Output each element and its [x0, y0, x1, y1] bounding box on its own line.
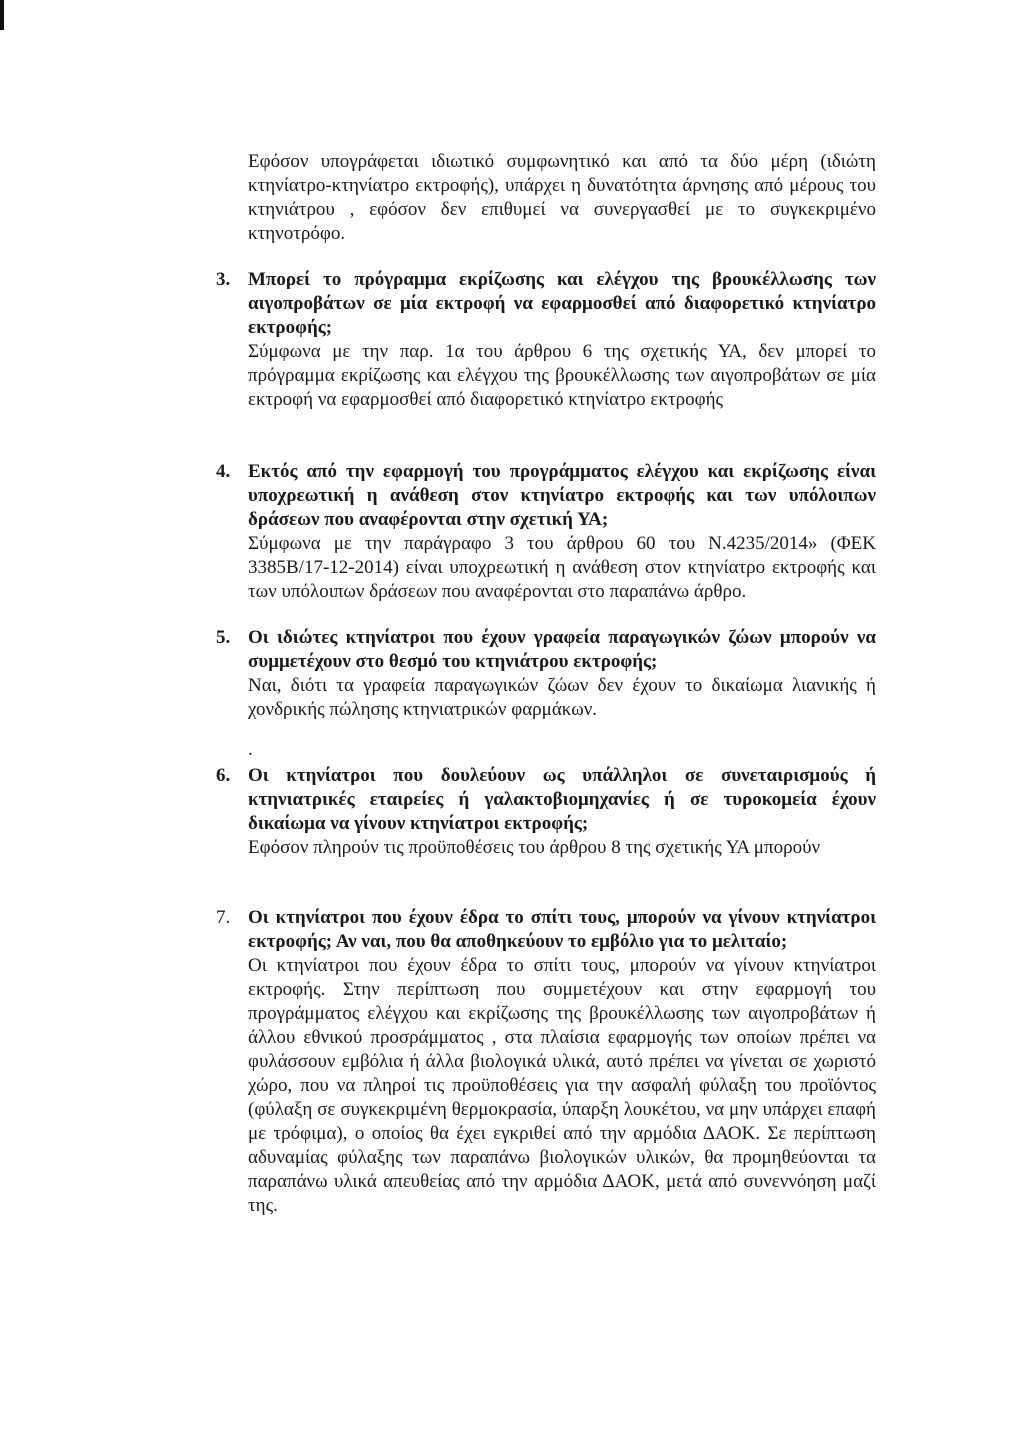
- item-number: 4.: [216, 461, 231, 482]
- question-text: Οι κτηνίατροι που έχουν έδρα το σπίτι τους, μπορούν να γίνουν κτηνίατροι εκτροφής; Αν ναι, που θα αποθηκεύουν το εμβόλιο για το μελιταίο;: [248, 907, 876, 952]
- question-text: Οι ιδιώτες κτηνίατροι που έχουν γραφεία παραγωγικών ζώων μπορούν να συμμετέχουν στο θεσμό του κτηνιάτρου εκτροφής;: [248, 627, 876, 672]
- answer-text: Οι κτηνίατροι που έχουν έδρα το σπίτι τους, μπορούν να γίνουν κτηνίατροι εκτροφής. Στην περίπτωση που συμμετέχουν και στην εφαρμογή του προγράμματος ελέγχου και εκρίζωσης της βρουκέλλωσης των αιγοπροβάτων ή άλλου εθνικού προσράμματος , στα πλαίσια εφαρμογής των οποίων πρέπει να φυλάσσουν εμβόλια ή άλλα βιολογικά υλικά, αυτό πρέπει να γίνεται σε χωριστό χώρο, που να πληροί τις προϋποθέσεις για την ασφαλή φύλαξη του προϊόντος (φύλαξη σε συγκεκριμένη θερμοκρασία, ύπαρξη λουκέτου, να μην υπάρχει επαφή με τρόφιμα), ο οποίος θα έχει εγκριθεί από την αρμόδια ΔΑΟΚ. Σε περίπτωση αδυναμίας φύλαξης των παραπάνω βιολογικών υλικών, θα προμηθεύονται τα παραπάνω υλικά απευθείας από την αρμόδια ΔΑΟΚ, μετά από συνεννόηση μαζί της.: [248, 955, 876, 1216]
- faq-item-5: [216, 626, 876, 722]
- item-number: 3.: [216, 269, 231, 290]
- faq-item-7: [216, 906, 876, 1218]
- item-number: 6.: [216, 765, 231, 786]
- question-text: Οι κτηνίατροι που δουλεύουν ως υπάλληλοι σε συνεταιρισμούς ή κτηνιατρικές εταιρείες ή γαλακτοβιομηχανίες ή σε τυροκομεία έχουν δικαίωμα να γίνουν κτηνίατροι εκτροφής;: [248, 765, 876, 834]
- faq-item-6: [216, 764, 876, 860]
- scan-edge-mark: [0, 0, 4, 30]
- question-text: Εκτός από την εφαρμογή του προγράμματος ελέγχου και εκρίζωσης είναι υποχρεωτική η ανάθεση στον κτηνίατρο εκτροφής και των υπόλοιπων δράσεων που αναφέρονται στην σχετική ΥΑ;: [248, 461, 876, 530]
- faq-item-3: [216, 268, 876, 412]
- faq-item-4: [216, 460, 876, 604]
- question-text: Μπορεί το πρόγραμμα εκρίζωσης και ελέγχου της βρουκέλλωσης των αιγοπροβάτων σε μία εκτροφή να εφαρμοσθεί από διαφορετικό κτηνίατρο εκτροφής;: [248, 269, 876, 338]
- answer-text: Σύμφωνα με την παρ. 1α του άρθρου 6 της σχετικής ΥΑ, δεν μπορεί το πρόγραμμα εκρίζωσης και ελέγχου της βρουκέλλωσης των αιγοπροβάτων σε μία εκτροφή να εφαρμοσθεί από διαφορετικό κτηνίατρο εκτροφής: [248, 341, 876, 410]
- answer-text: Ναι, διότι τα γραφεία παραγωγικών ζώων δεν έχουν το δικαίωμα λιανικής ή χονδρικής πώλησης κτηνιατρικών φαρμάκων.: [248, 675, 876, 720]
- item-number: 5.: [216, 627, 231, 648]
- document-page: [216, 150, 876, 1218]
- answer-text: Σύμφωνα με την παράγραφο 3 του άρθρου 60 του Ν.4235/2014» (ΦΕΚ 3385Β/17-12-2014) είναι υποχρεωτική η ανάθεση στον κτηνίατρο εκτροφής και των υπόλοιπων δράσεων που αναφέρονται στο παραπάνω άρθρο.: [248, 533, 876, 602]
- intro-paragraph: Εφόσον υπογράφεται ιδιωτικό συμφωνητικό και από τα δύο μέρη (ιδιώτη κτηνίατρο-κτηνίατρο εκτροφής), υπάρχει η δυνατότητα άρνησης από μέρους του κτηνιάτρου , εφόσον δεν επιθυμεί να συνεργασθεί με το συγκεκριμένο κτηνοτρόφο.: [248, 151, 876, 244]
- item-number: 7.: [216, 907, 231, 928]
- stray-mark: .: [248, 739, 253, 760]
- answer-text: Εφόσον πληρούν τις προϋποθέσεις του άρθρου 8 της σχετικής ΥΑ μπορούν: [248, 837, 821, 858]
